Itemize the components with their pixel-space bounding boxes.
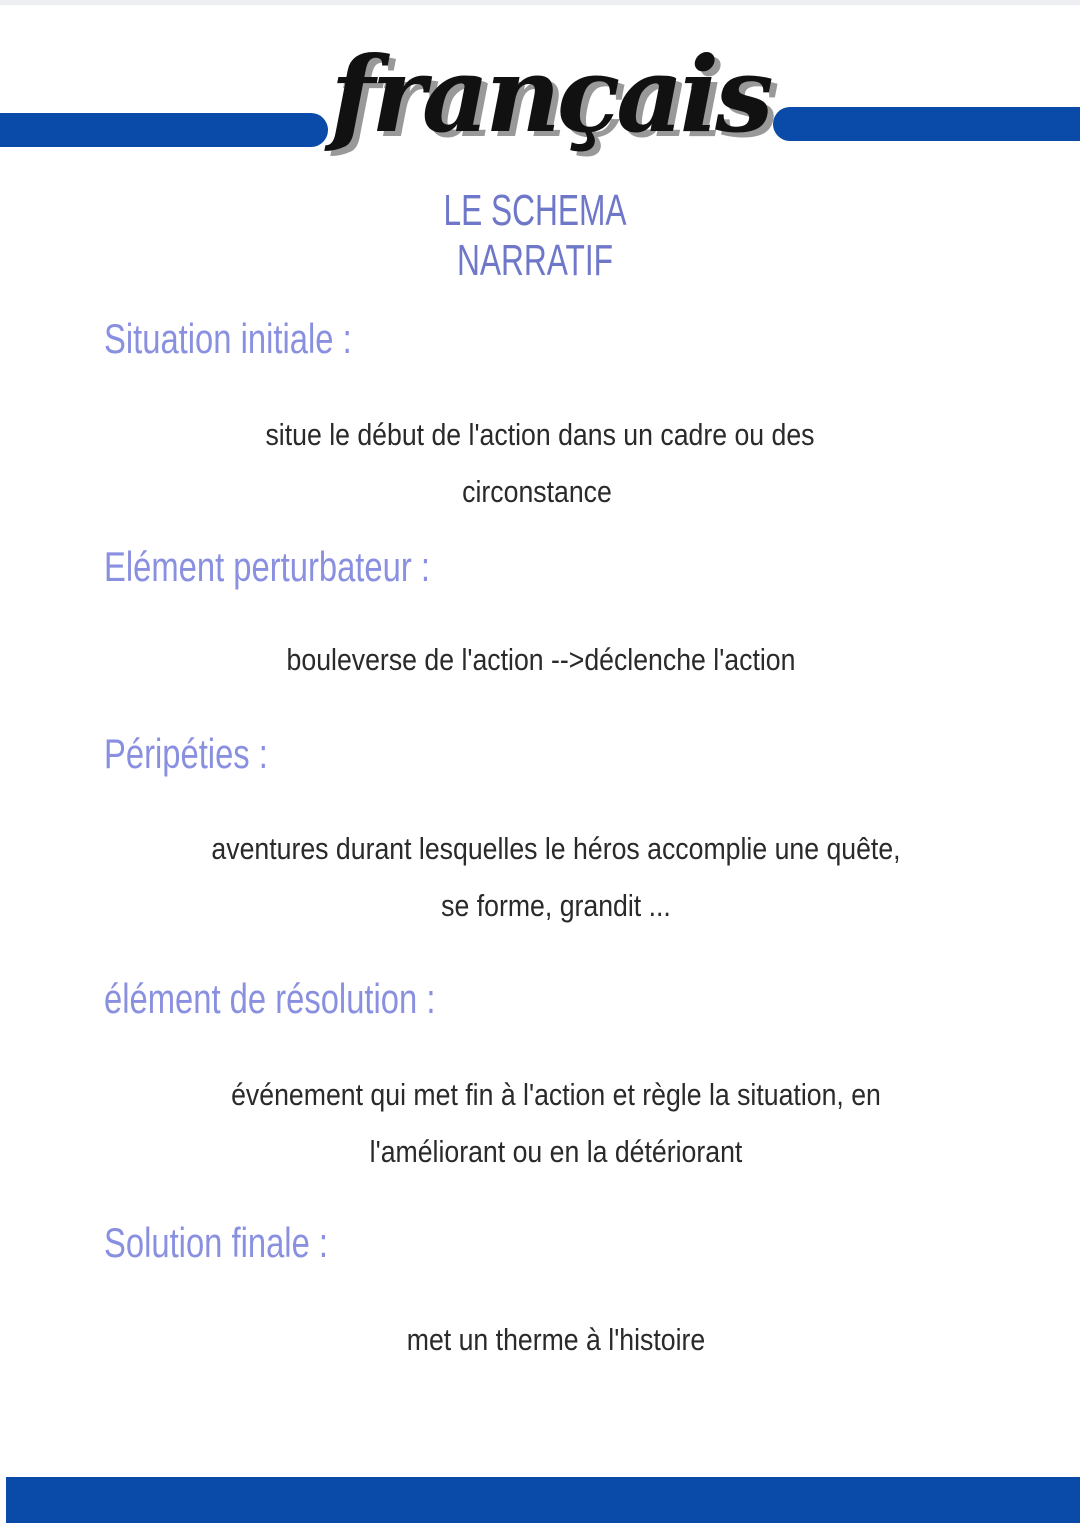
decorative-bar-left — [0, 113, 328, 147]
section-text: situe le début de l'action dans un cadre ou des — [265, 417, 815, 452]
page-top-edge — [0, 0, 1080, 5]
section-heading-element-perturbateur: Elément perturbateur : — [104, 543, 430, 590]
section-text: bouleverse de l'action -->déclenche l'action — [286, 642, 796, 677]
decorative-bar-bottom — [6, 1477, 1080, 1523]
decorative-bar-right — [773, 107, 1080, 141]
section-heading-peripeties: Péripéties : — [104, 730, 268, 777]
section-text: se forme, grandit ... — [441, 888, 671, 923]
section-heading-element-de-resolution: élément de résolution : — [104, 975, 436, 1022]
section-text: circonstance — [462, 474, 612, 509]
page-subtitle: LE SCHEMA NARRATIF — [443, 186, 627, 285]
page-title: français — [330, 33, 770, 156]
section-heading-solution-finale: Solution finale : — [104, 1219, 329, 1266]
section-text: événement qui met fin à l'action et règle la situation, en — [231, 1077, 881, 1112]
section-text: aventures durant lesquelles le héros accomplie une quête, — [211, 831, 901, 866]
section-text: met un therme à l'histoire — [406, 1322, 706, 1357]
section-text: l'améliorant ou en la détériorant — [369, 1134, 743, 1169]
section-heading-situation-initiale: Situation initiale : — [104, 315, 352, 362]
